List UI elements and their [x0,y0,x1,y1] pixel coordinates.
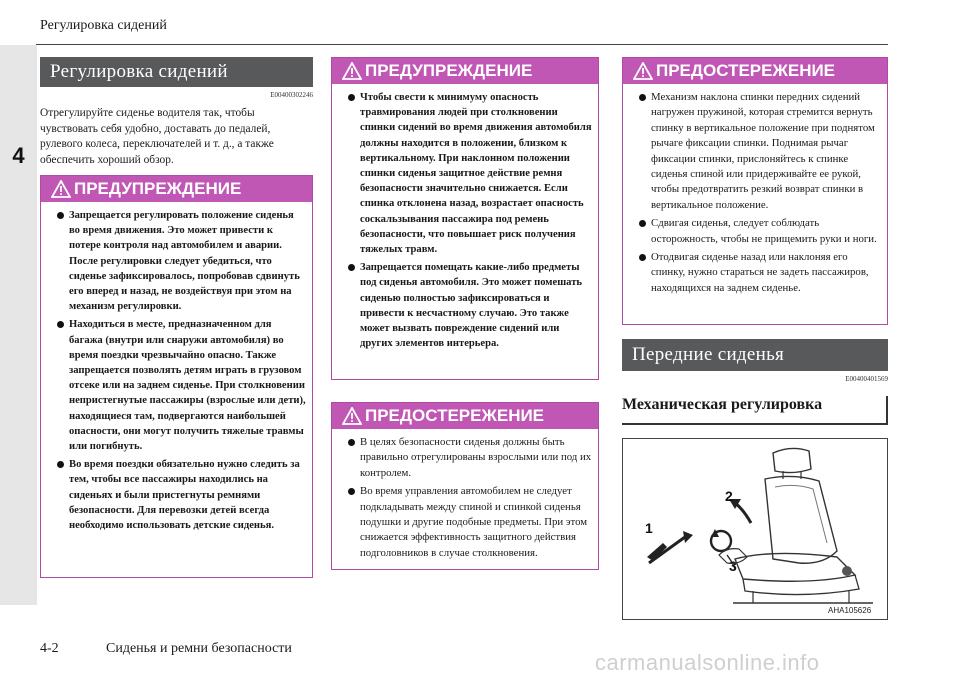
seat-diagram [623,439,887,619]
seat-cushion-outline [735,553,855,581]
callout-1: 1 [645,520,653,536]
bullet-icon [348,94,355,101]
section-title-text: Передние сиденья [632,344,785,365]
warning-triangle-icon [342,407,362,425]
bullet-icon [639,220,646,227]
arrow-recline-shaft [735,503,751,523]
caution-item-text: Сдвигая сиденья, следует соблюдать осторожность, чтобы не прищемить руки и ноги. [651,217,877,245]
arrow-slide-head [683,531,693,543]
warning-item-text: Чтобы свести к минимуму опасность травмирования людей при столкновении спинки сидений во время движения автомобиля должны находится в положении, близком к вертикальному. При наклонном положении спинки сиденья защитное действие ремня безопасности значительно снижается. Если спинка отклонена назад, возрастает опасность соскальзывания пассажира под ремень безопасности, что повышает риск получения тяжелых травм. [360,92,592,256]
bullet-icon [639,254,646,261]
subsection-divider-vertical [886,396,888,424]
caution-item-text: Отодвигая сиденье назад или наклоняя его спинку, нужно стараться не задеть пассажиров, находящихся на заднем сиденье. [651,251,869,294]
bullet-icon [348,264,355,271]
warning-item [346,90,592,257]
backrest-seam [775,485,827,543]
caution-item [637,216,881,247]
subsection-title: Механическая регулировка [622,396,823,413]
warning-header [41,176,312,202]
subsection-divider [622,423,888,425]
section-title-front-seats [622,339,888,371]
caution-header [623,58,887,84]
caution-item-text: Во время управления автомобилем не следует подкладывать между спиной и спинкой сиденья подушки и другие подобные предметы. При этом снижается эффективность защитного действия подголовников в случае столкновения. [360,485,588,559]
bullet-icon [348,439,355,446]
warning-item-text: Запрещается регулировать положение сиденья во время движения. Это может привести к потере контроля над автомобилем и аварии. После регулировки следует убедиться, что сиденье зафиксировалось, попробовав сдвинуть его вперед и назад, не воздействуя при этом на механизм регулировки. [69,210,300,313]
warning-triangle-icon [51,180,71,198]
caution-item [637,250,881,296]
warning-item [346,260,592,351]
page-number: 4-2 [40,641,59,656]
bullet-icon [57,461,64,468]
seat-adjustment-illustration [622,438,888,620]
warning-label: ПРЕДУПРЕЖДЕНИЕ [365,61,533,80]
caution-item [346,435,592,481]
watermark: carmanualsonline.info [595,650,820,675]
footer-section: Сиденья и ремни безопасности [106,641,292,656]
caution-item-text: В целях безопасности сиденья должны быть правильно отрегулированы взрослыми или под их контролем. [360,436,592,479]
arrow-slide-shaft [649,537,685,563]
warning-item-text: Во время поездки обязательно нужно следить за тем, чтобы все пассажиры находились на сиденьях и были пристегнуты ремнями безопасности. Для перевозки детей всегда необходимо использовать детские сиденья. [69,459,300,532]
section-code: E00400401569 [845,375,888,383]
header-divider [36,44,888,45]
warning-item [55,208,306,314]
warning-label: ПРЕДУПРЕЖДЕНИЕ [74,179,242,198]
callout-2: 2 [725,488,733,504]
section-title-seat-adjustment [40,57,313,87]
warning-item [55,317,306,454]
bullet-icon [639,94,646,101]
caution-label: ПРЕДОСТЕРЕЖЕНИЕ [656,61,836,80]
warning-item-text: Запрещается помещать какие-либо предметы под сиденья автомобиля. Это может помешать сиденью полностью зафиксироваться и привести к несчастному случаю. Это также может вызвать повреждение сидений или других элементов интерьера. [360,262,583,350]
warning-item-text: Находиться в месте, предназначенном для багажа (внутри или снаружи автомобиля) во время поездки чрезвычайно опасно. Также запрещается позволять детям играть в грузовом отсеке или на заднем сиденье. При столкновении непристегнутые пассажиры (взрослые или дети), находящиеся там, подвергаются наибольшей опасности, они могут получить тяжелые травмы или погибнуть. [69,319,306,453]
caution-box-2 [622,57,888,325]
side-control-icon [842,566,852,576]
chapter-sidebar [0,45,37,605]
bullet-icon [57,212,64,219]
callout-3: 3 [729,558,737,574]
running-header: Регулировка сидений [40,18,167,33]
caution-item [637,90,881,213]
warning-triangle-icon [342,62,362,80]
arrow-dial-icon [711,529,719,537]
warning-item [55,457,306,533]
caution-item [346,484,592,561]
section-title-text: Регулировка сидений [50,61,228,82]
caution-header [332,403,598,429]
caution-item-text: Механизм наклона спинки передних сидений нагружен пружиной, которая стремится вернуть спинку в вертикальное положение при поднятом рычаге фиксации спинки. Поднимая рычаг фиксации спинки, прислоняйтесь к спинке сиденья спиной или придерживайте ее рукой, чтобы предотвратить резкий возврат спинки в вертикальное положение. [651,91,875,211]
headrest-outline [773,448,811,472]
caution-box-1 [331,402,599,570]
caution-label: ПРЕДОСТЕРЕЖЕНИЕ [365,406,545,425]
section-code: E00400302246 [270,91,313,99]
chapter-number: 4 [12,143,25,168]
bullet-icon [348,488,355,495]
warning-triangle-icon [633,62,653,80]
intro-paragraph: Отрегулируйте сиденье водителя так, чтобы чувствовать себя удобно, доставать до педалей, рулевого колеса, переключателей и т. д., а также обеспечить хороший обзор. [40,107,274,166]
warning-box-2 [331,57,599,380]
warning-box-1 [40,175,313,578]
bullet-icon [57,321,64,328]
backrest-outline [765,476,837,563]
warning-header [332,58,598,84]
illustration-code: AHA105626 [828,606,872,615]
